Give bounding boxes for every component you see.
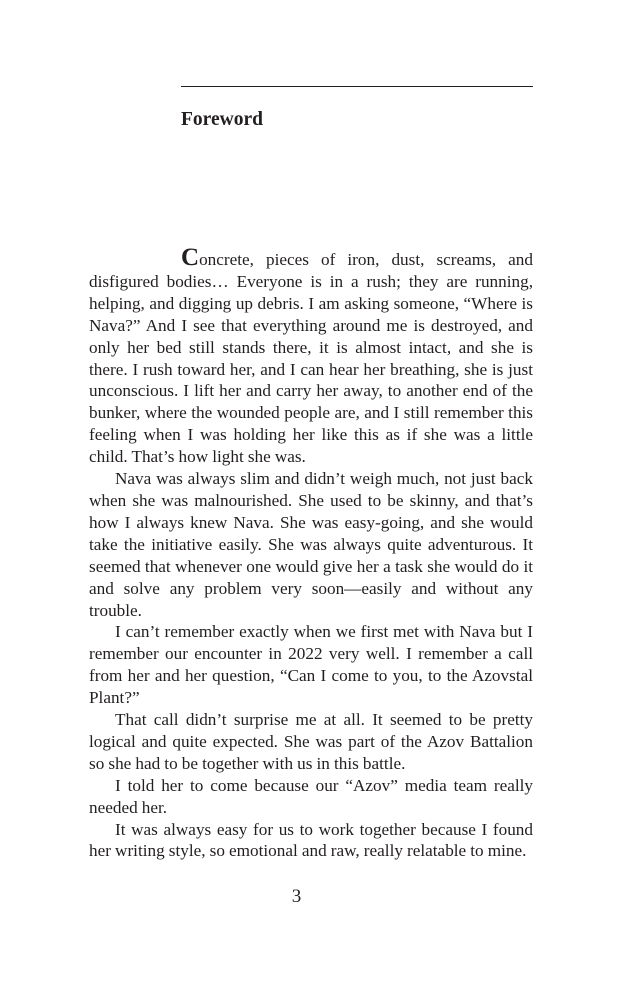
paragraph-1-text: oncrete, pieces of iron, dust, screams, and disfigured bodies… Everyone is in a rush; they are running, helping, and digging up debris. I am asking someone, “Where is Nava?” And I see that everything around me is destroyed, and only her bed still stands there, it is almost intact, and she is there. I rush toward her, and I can hear her breathing, she is just unconscious. I lift her and carry her away, to another end of the bunker, where the wounded people are, and I still remember this feeling when I was holding her like this as if she was a little child. That’s how light she was.: [89, 250, 533, 467]
chapter-title: Foreword: [181, 109, 263, 130]
paragraph-6: It was always easy for us to work together because I found her writing style, so emotional and raw, really relatable to mine.: [89, 819, 533, 861]
paragraph-1: [89, 244, 533, 468]
paragraph-4: That call didn’t surprise me at all. It seemed to be pretty logical and quite expected. She was part of the Azov Battalion so she had to be together with us in this battle.: [89, 710, 533, 773]
heading-rule: [181, 86, 533, 87]
drop-cap: C: [181, 244, 200, 271]
paragraph-5: I told her to come because our “Azov” media team really needed her.: [89, 775, 533, 817]
paragraph-2: Nava was always slim and didn’t weigh much, not just back when she was malnourished. She used to be skinny, and that’s how I always knew Nava. She was easy-going, and she would take the initiative easily. She was always quite adventurous. It seemed that whenever one would give her a task she would do it and solve any problem very soon—easily and without any trouble.: [89, 469, 533, 620]
body-text: [89, 244, 533, 862]
paragraph-3: I can’t remember exactly when we first met with Nava but I remember our encounter in 2022 very well. I remember a call from her and her question, “Can I come to you, to the Azovstal Plant?”: [89, 622, 533, 708]
page-number: 3: [291, 886, 302, 907]
